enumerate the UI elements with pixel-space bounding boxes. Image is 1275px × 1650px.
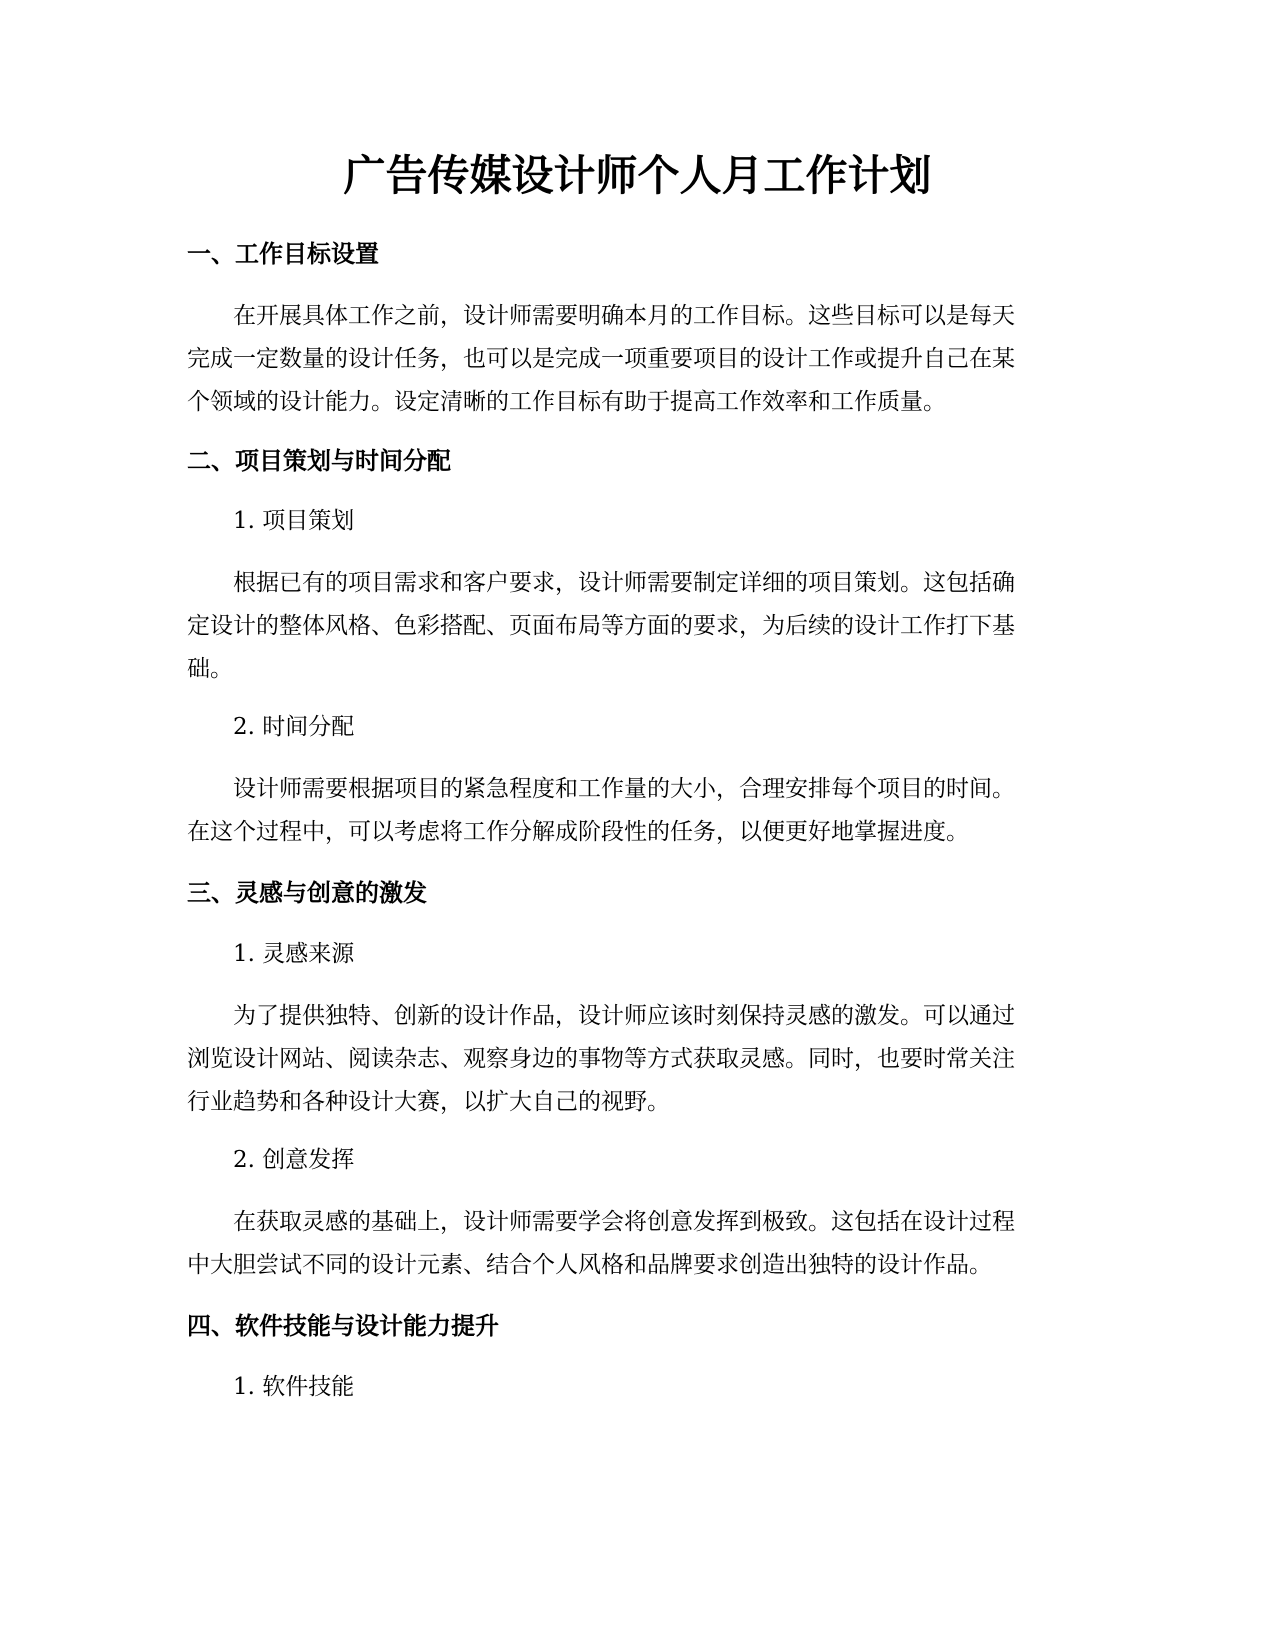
paragraph-line: 为了提供独特、创新的设计作品，设计师应该时刻保持灵感的激发。可以通过 [233, 1003, 1015, 1029]
section-heading-3: 三、灵感与创意的激发 [187, 879, 427, 907]
document-title: 广告传媒设计师个人月工作计划 [343, 151, 932, 200]
subsection-2-1-paragraph [187, 562, 1090, 691]
subsection-label-2-1: 1. 项目策划 [233, 508, 355, 534]
subsection-label-3-1: 1. 灵感来源 [233, 941, 355, 967]
paragraph-line: 在获取灵感的基础上，设计师需要学会将创意发挥到极致。这包括在设计过程 [233, 1209, 1015, 1235]
paragraph-line: 在这个过程中，可以考虑将工作分解成阶段性的任务，以便更好地掌握进度。 [187, 819, 969, 845]
subsection-label-4-1: 1. 软件技能 [233, 1374, 355, 1400]
subsection-label-3-2: 2. 创意发挥 [233, 1147, 355, 1173]
paragraph-line: 在开展具体工作之前，设计师需要明确本月的工作目标。这些目标可以是每天 [233, 303, 1015, 329]
paragraph-line: 行业趋势和各种设计大赛，以扩大自己的视野。 [187, 1089, 670, 1115]
section-heading-4: 四、软件技能与设计能力提升 [187, 1312, 499, 1340]
paragraph-line: 中大胆尝试不同的设计元素、结合个人风格和品牌要求创造出独特的设计作品。 [187, 1252, 992, 1278]
paragraph-line: 设计师需要根据项目的紧急程度和工作量的大小，合理安排每个项目的时间。 [233, 776, 1015, 802]
paragraph-line: 根据已有的项目需求和客户要求，设计师需要制定详细的项目策划。这包括确 [233, 570, 1015, 596]
subsection-3-1-paragraph [187, 995, 1090, 1124]
paragraph-line: 定设计的整体风格、色彩搭配、页面布局等方面的要求，为后续的设计工作打下基 [187, 613, 1015, 639]
section-1-paragraph [187, 295, 1090, 424]
paragraph-line: 个领域的设计能力。设定清晰的工作目标有助于提高工作效率和工作质量。 [187, 389, 946, 415]
paragraph-line: 完成一定数量的设计任务，也可以是完成一项重要项目的设计工作或提升自己在某 [187, 346, 1015, 372]
paragraph-line: 础。 [187, 656, 233, 682]
subsection-3-2-paragraph [187, 1201, 1090, 1287]
section-heading-1: 一、工作目标设置 [187, 240, 379, 268]
subsection-2-2-paragraph [187, 768, 1090, 854]
paragraph-line: 浏览设计网站、阅读杂志、观察身边的事物等方式获取灵感。同时，也要时常关注 [187, 1046, 1015, 1072]
section-heading-2: 二、项目策划与时间分配 [187, 447, 451, 475]
subsection-label-2-2: 2. 时间分配 [233, 714, 355, 740]
